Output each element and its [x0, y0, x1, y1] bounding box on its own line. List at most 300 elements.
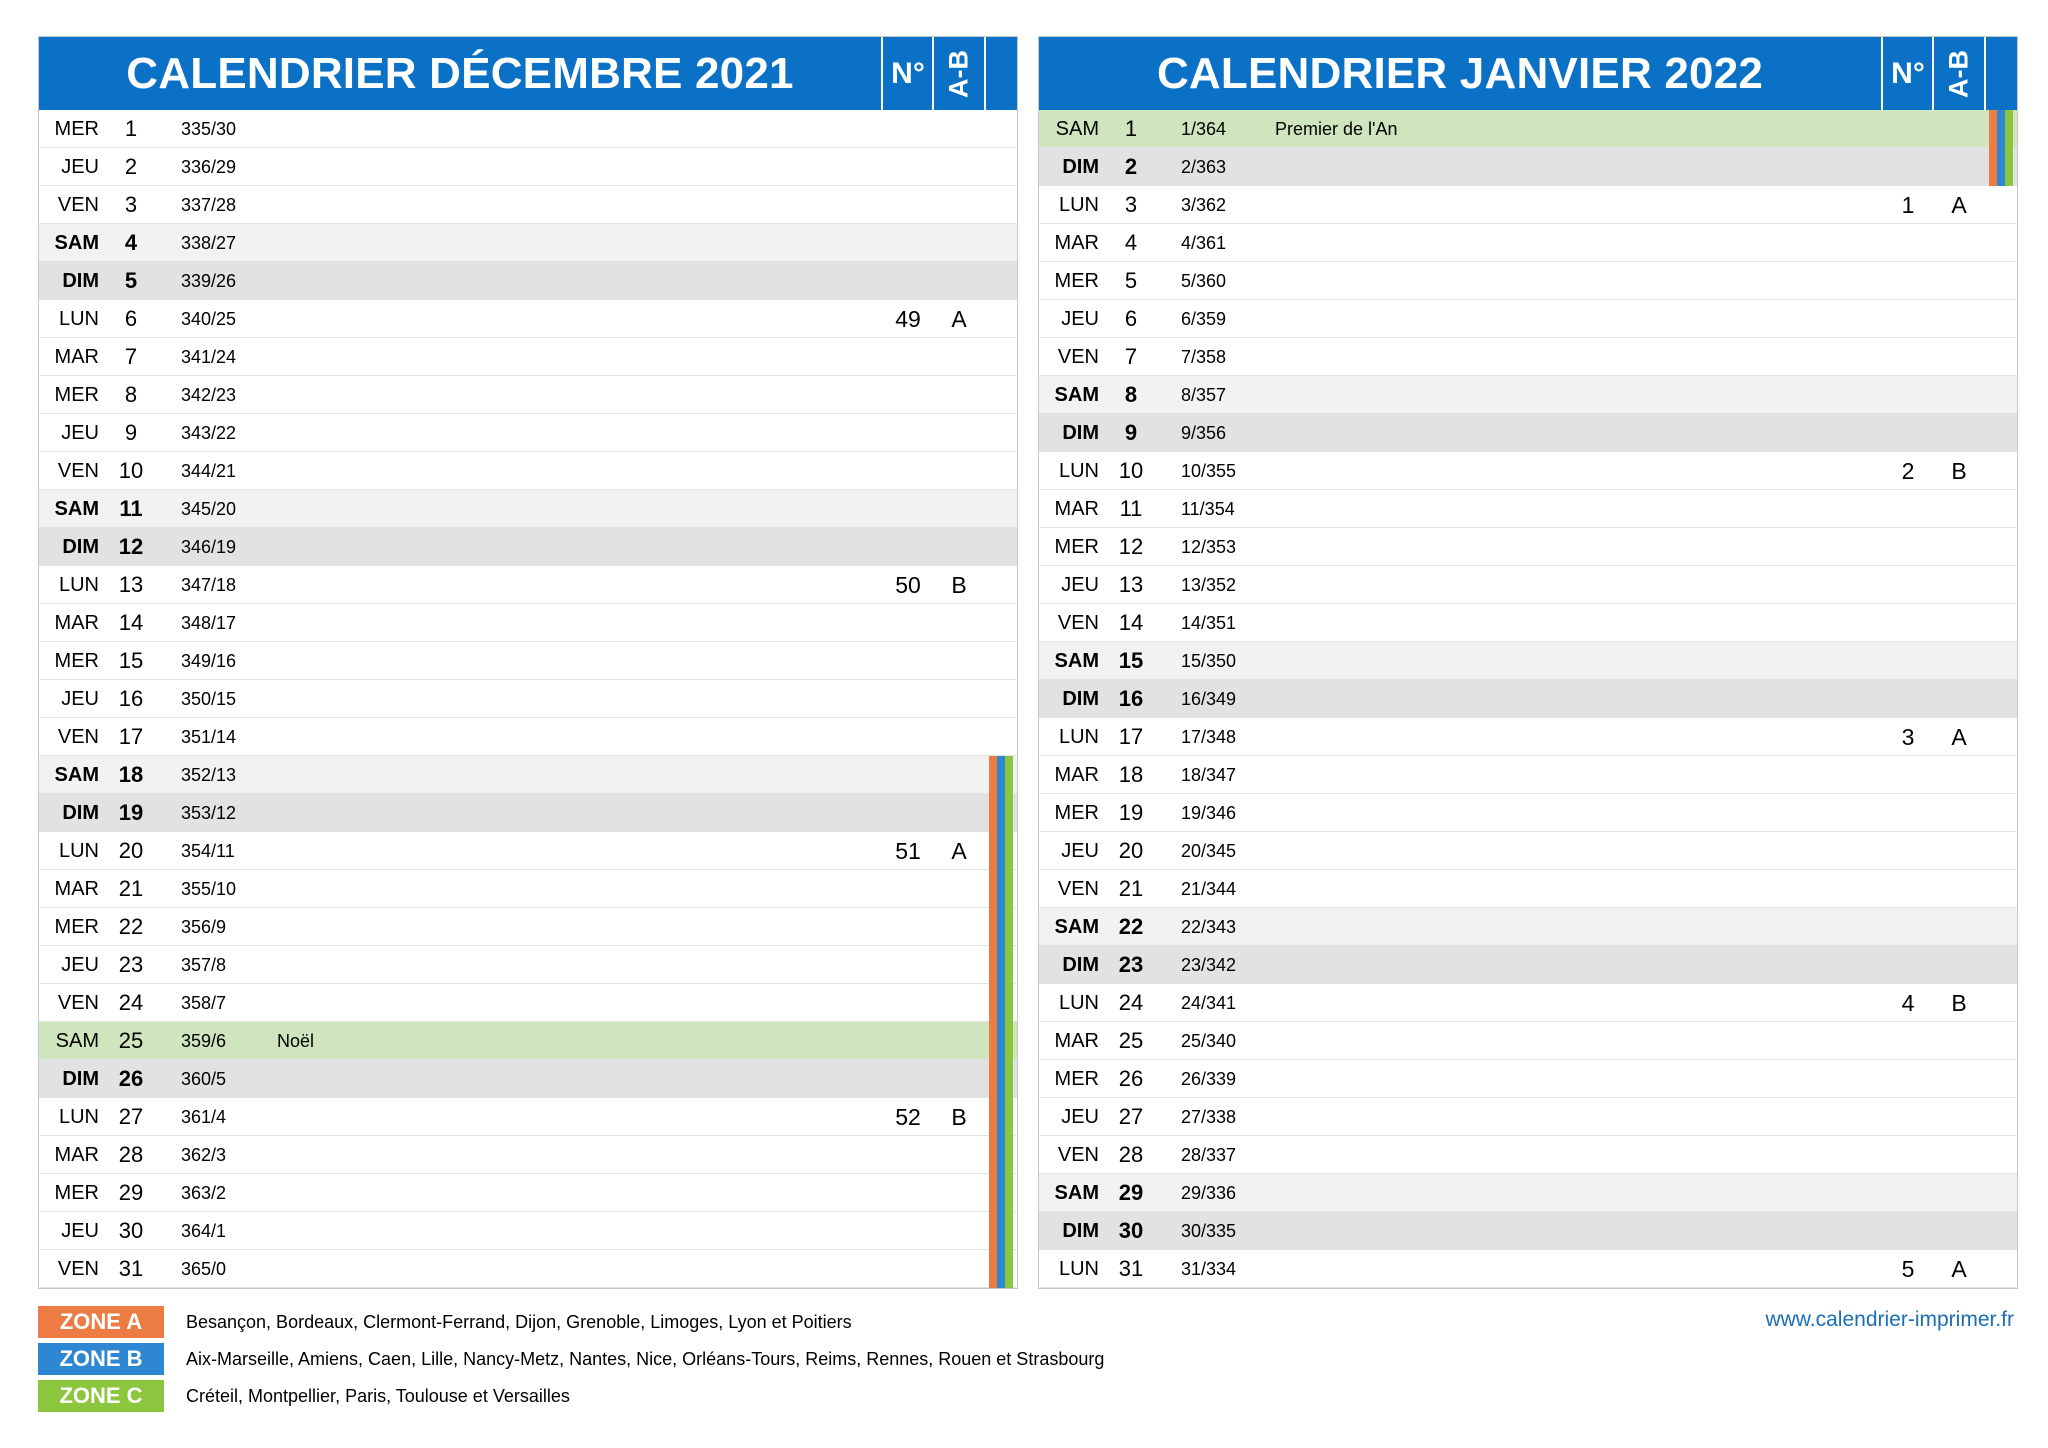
- day-row: [39, 870, 1017, 908]
- day-row: [39, 1022, 1017, 1060]
- day-row: [39, 376, 1017, 414]
- day-number: 24: [118, 990, 144, 1015]
- day-name: LUN: [58, 574, 99, 596]
- day-name: MER: [54, 118, 99, 140]
- day-number: 2: [1124, 154, 1138, 179]
- zone-c-marker: [2005, 148, 2013, 186]
- day-name: MER: [54, 650, 99, 672]
- zone-a-marker: [989, 984, 997, 1022]
- day-name: JEU: [1061, 574, 1099, 596]
- day-row: [1039, 718, 2017, 756]
- day-of-year: 342/23: [181, 385, 237, 405]
- zone-a-marker: [989, 1250, 997, 1288]
- day-number: 20: [1118, 838, 1144, 863]
- zone-a-marker: [989, 756, 997, 794]
- day-number: 15: [118, 648, 144, 673]
- day-row: [1039, 300, 2017, 338]
- day-number: 31: [1118, 1256, 1144, 1281]
- day-name: LUN: [1058, 1258, 1099, 1280]
- day-name: VEN: [57, 1258, 99, 1280]
- day-row: [39, 1174, 1017, 1212]
- day-name: LUN: [58, 308, 99, 330]
- week-number: 5: [1901, 1256, 1915, 1282]
- day-name: MAR: [1054, 764, 1099, 786]
- day-of-year: 23/342: [1181, 955, 1237, 975]
- day-of-year: 338/27: [181, 233, 237, 253]
- zone-c-marker: [1005, 1212, 1013, 1250]
- day-name: DIM: [62, 802, 99, 824]
- day-name: JEU: [1061, 308, 1099, 330]
- zone-a-marker: [989, 1060, 997, 1098]
- calendar-december-2021: [38, 36, 1018, 1289]
- day-of-year: 362/3: [181, 1145, 227, 1165]
- week-number: 1: [1901, 192, 1915, 218]
- day-row: [1039, 1136, 2017, 1174]
- day-number: 13: [1118, 572, 1144, 597]
- day-of-year: 358/7: [181, 993, 227, 1013]
- day-name: MER: [1054, 536, 1099, 558]
- day-of-year: 348/17: [181, 613, 237, 633]
- day-of-year: 337/28: [181, 195, 237, 215]
- ab-week-header-label: A-B: [1943, 49, 1974, 98]
- day-number: 25: [1118, 1028, 1144, 1053]
- day-row: [1039, 794, 2017, 832]
- week-number: 4: [1901, 990, 1915, 1016]
- school-holiday-zones: [989, 1060, 1017, 1098]
- zone-b-marker: [997, 1022, 1005, 1060]
- zone-b-marker: [997, 794, 1005, 832]
- day-of-year: 364/1: [181, 1221, 227, 1241]
- day-number: 14: [118, 610, 144, 635]
- day-name: DIM: [62, 536, 99, 558]
- day-name: MAR: [54, 612, 99, 634]
- day-name: JEU: [61, 156, 99, 178]
- day-of-year: 360/5: [181, 1069, 227, 1089]
- day-number: 3: [1124, 192, 1138, 217]
- school-holiday-zones: [989, 832, 1017, 870]
- day-of-year: 5/360: [1181, 271, 1227, 291]
- week-ab: B: [951, 572, 967, 598]
- day-number: 11: [119, 496, 143, 521]
- zone-c-marker: [1005, 984, 1013, 1022]
- day-of-year: 4/361: [1181, 233, 1227, 253]
- day-number: 6: [1124, 306, 1138, 331]
- day-name: VEN: [1057, 878, 1099, 900]
- day-name: JEU: [1061, 1106, 1099, 1128]
- school-holiday-zones: [989, 1022, 1017, 1060]
- day-of-year: 19/346: [1181, 803, 1237, 823]
- day-number: 18: [118, 762, 144, 787]
- zone-a-cities: Besançon, Bordeaux, Clermont-Ferrand, Dijon, Grenoble, Limoges, Lyon et Poitiers: [186, 1312, 852, 1332]
- day-name: SAM: [1054, 916, 1099, 938]
- zone-b-badge: ZONE B: [38, 1343, 164, 1375]
- day-name: JEU: [61, 954, 99, 976]
- day-name: LUN: [1058, 992, 1099, 1014]
- day-of-year: 363/2: [181, 1183, 227, 1203]
- day-number: 10: [118, 458, 144, 483]
- day-of-year: 3/362: [1181, 195, 1227, 215]
- zone-b-marker: [997, 1098, 1005, 1136]
- zone-c-marker: [1005, 832, 1013, 870]
- day-number: 10: [1118, 458, 1144, 483]
- day-number: 12: [118, 534, 144, 559]
- week-ab: A: [1951, 1256, 1967, 1282]
- day-number: 9: [1124, 420, 1138, 445]
- day-row: [1039, 376, 2017, 414]
- week-number-header: N°: [1891, 57, 1925, 90]
- day-number: 28: [118, 1142, 144, 1167]
- day-number: 3: [124, 192, 138, 217]
- day-number: 15: [1118, 648, 1144, 673]
- day-row: [1039, 338, 2017, 376]
- day-number: 27: [118, 1104, 144, 1129]
- day-of-year: 343/22: [181, 423, 237, 443]
- day-row: [39, 1250, 1017, 1288]
- day-name: VEN: [57, 726, 99, 748]
- zone-b-marker: [997, 756, 1005, 794]
- day-name: VEN: [1057, 612, 1099, 634]
- day-name: JEU: [61, 1220, 99, 1242]
- day-row: [39, 1212, 1017, 1250]
- day-number: 11: [1119, 496, 1143, 521]
- day-of-year: 29/336: [1181, 1183, 1237, 1203]
- day-name: MER: [1054, 270, 1099, 292]
- day-row: [1039, 908, 2017, 946]
- day-name: DIM: [62, 1068, 99, 1090]
- day-name: VEN: [57, 194, 99, 216]
- day-name: DIM: [1062, 422, 1099, 444]
- week-number-header: N°: [891, 57, 925, 90]
- day-row: [1039, 148, 2017, 186]
- week-number: 2: [1901, 458, 1915, 484]
- day-of-year: 347/18: [181, 575, 237, 595]
- zone-c-marker: [1005, 908, 1013, 946]
- day-of-year: 16/349: [1181, 689, 1237, 709]
- school-holiday-zones: [989, 1098, 1017, 1136]
- day-row: [1039, 1250, 2017, 1288]
- day-number: 22: [118, 914, 144, 939]
- holiday-name: Premier de l'An: [1275, 119, 1398, 139]
- ab-week-header: [934, 37, 984, 110]
- day-row: [39, 946, 1017, 984]
- day-row: [39, 148, 1017, 186]
- day-of-year: 7/358: [1181, 347, 1227, 367]
- school-holiday-zones: [989, 870, 1017, 908]
- day-row: [39, 262, 1017, 300]
- header-separator: [1881, 37, 1883, 110]
- calendar-title: CALENDRIER DÉCEMBRE 2021: [126, 49, 794, 98]
- day-name: DIM: [1062, 156, 1099, 178]
- day-of-year: 11/354: [1181, 499, 1235, 519]
- day-of-year: 353/12: [181, 803, 237, 823]
- zone-b-marker: [997, 946, 1005, 984]
- week-ab: B: [951, 1104, 967, 1130]
- day-row: [1039, 642, 2017, 680]
- day-name: VEN: [57, 460, 99, 482]
- day-row: [39, 338, 1017, 376]
- day-number: 20: [118, 838, 144, 863]
- day-number: 22: [1118, 914, 1144, 939]
- school-holiday-zones: [989, 756, 1017, 794]
- day-name: MAR: [1054, 1030, 1099, 1052]
- week-ab: A: [1951, 192, 1967, 218]
- day-number: 4: [1124, 230, 1138, 255]
- zone-c-marker: [1005, 794, 1013, 832]
- day-number: 27: [1118, 1104, 1144, 1129]
- day-name: MAR: [54, 878, 99, 900]
- day-name: MER: [54, 1182, 99, 1204]
- calendar-january-2022: [1038, 36, 2018, 1289]
- day-of-year: 15/350: [1181, 651, 1237, 671]
- day-row: [39, 642, 1017, 680]
- day-row: [1039, 984, 2017, 1022]
- day-of-year: 27/338: [1181, 1107, 1237, 1127]
- school-holiday-zones: [989, 1212, 1017, 1250]
- week-number: 50: [895, 572, 921, 598]
- day-of-year: 6/359: [1181, 309, 1227, 329]
- day-name: MAR: [1054, 498, 1099, 520]
- header-separator: [881, 37, 883, 110]
- day-of-year: 354/11: [181, 841, 235, 861]
- day-name: JEU: [1061, 840, 1099, 862]
- zone-c-marker: [1005, 946, 1013, 984]
- week-ab: A: [951, 838, 967, 864]
- day-name: JEU: [61, 688, 99, 710]
- day-of-year: 359/6: [181, 1031, 227, 1051]
- day-of-year: 339/26: [181, 271, 237, 291]
- day-number: 23: [118, 952, 144, 977]
- day-of-year: 22/343: [1181, 917, 1237, 937]
- day-row: [39, 908, 1017, 946]
- day-row: [39, 452, 1017, 490]
- day-name: SAM: [1054, 1182, 1099, 1204]
- day-name: LUN: [58, 1106, 99, 1128]
- day-row: [1039, 1060, 2017, 1098]
- week-ab: B: [1951, 458, 1967, 484]
- day-number: 30: [1118, 1218, 1144, 1243]
- day-name: DIM: [62, 270, 99, 292]
- day-row: [39, 186, 1017, 224]
- day-of-year: 340/25: [181, 309, 237, 329]
- day-row: [39, 566, 1017, 604]
- day-name: VEN: [1057, 346, 1099, 368]
- day-of-year: 25/340: [1181, 1031, 1237, 1051]
- zone-b-marker: [997, 1136, 1005, 1174]
- week-ab: A: [951, 306, 967, 332]
- day-row: [1039, 262, 2017, 300]
- day-of-year: 18/347: [1181, 765, 1237, 785]
- website-link[interactable]: www.calendrier-imprimer.fr: [1765, 1308, 2014, 1331]
- day-row: [1039, 224, 2017, 262]
- day-number: 28: [1118, 1142, 1144, 1167]
- day-number: 21: [1118, 876, 1144, 901]
- day-number: 17: [118, 724, 144, 749]
- day-of-year: 8/357: [1181, 385, 1227, 405]
- day-row: [39, 1060, 1017, 1098]
- zone-a-marker: [989, 1174, 997, 1212]
- day-row: [39, 414, 1017, 452]
- zone-b-marker: [997, 1060, 1005, 1098]
- ab-week-header-label: A-B: [943, 49, 974, 98]
- day-number: 16: [118, 686, 144, 711]
- zone-b-marker: [997, 870, 1005, 908]
- day-number: 18: [1118, 762, 1144, 787]
- day-name: SAM: [1055, 118, 1099, 140]
- day-of-year: 31/334: [1181, 1259, 1237, 1279]
- day-row: [39, 490, 1017, 528]
- day-number: 14: [1118, 610, 1144, 635]
- week-number: 52: [895, 1104, 921, 1130]
- zone-c-marker: [1005, 1250, 1013, 1288]
- zone-a-marker: [989, 908, 997, 946]
- day-number: 16: [1118, 686, 1144, 711]
- week-ab: A: [1951, 724, 1967, 750]
- day-number: 31: [118, 1256, 144, 1281]
- day-rows: [39, 110, 1017, 1288]
- day-name: DIM: [1062, 1220, 1099, 1242]
- school-holiday-zones: [989, 1250, 1017, 1288]
- day-name: VEN: [1057, 1144, 1099, 1166]
- day-number: 7: [1124, 344, 1138, 369]
- zone-a-marker: [989, 1022, 997, 1060]
- zone-a-marker: [1989, 148, 1997, 186]
- zone-b-marker: [1997, 148, 2005, 186]
- day-of-year: 344/21: [181, 461, 237, 481]
- school-holiday-zones: [989, 794, 1017, 832]
- zone-c-marker: [1005, 870, 1013, 908]
- day-number: 30: [118, 1218, 144, 1243]
- day-number: 25: [118, 1028, 144, 1053]
- zone-c-marker: [1005, 1022, 1013, 1060]
- calendar-header: [39, 37, 1017, 110]
- day-row: [1039, 1174, 2017, 1212]
- day-of-year: 346/19: [181, 537, 237, 557]
- day-of-year: 341/24: [181, 347, 237, 367]
- day-number: 13: [118, 572, 144, 597]
- day-of-year: 30/335: [1181, 1221, 1237, 1241]
- day-of-year: 26/339: [1181, 1069, 1237, 1089]
- school-holiday-zones: [1989, 110, 2017, 148]
- day-row: [39, 224, 1017, 262]
- day-row: [1039, 1212, 2017, 1250]
- legend-row-zone-c: [38, 1380, 1238, 1412]
- day-name: DIM: [1062, 954, 1099, 976]
- day-number: 8: [124, 382, 138, 407]
- day-number: 7: [124, 344, 138, 369]
- day-number: 19: [118, 800, 144, 825]
- day-row: [1039, 490, 2017, 528]
- zone-c-cities: Créteil, Montpellier, Paris, Toulouse et Versailles: [186, 1386, 570, 1406]
- day-row: [1039, 110, 2017, 148]
- calendar-title: CALENDRIER JANVIER 2022: [1156, 49, 1764, 98]
- day-row: [39, 984, 1017, 1022]
- day-name: MAR: [54, 346, 99, 368]
- day-number: 9: [124, 420, 138, 445]
- zone-c-marker: [1005, 1098, 1013, 1136]
- zone-a-badge: ZONE A: [38, 1306, 164, 1338]
- day-of-year: 335/30: [181, 119, 237, 139]
- day-of-year: 345/20: [181, 499, 237, 519]
- day-number: 1: [1124, 116, 1138, 141]
- day-of-year: 28/337: [1181, 1145, 1237, 1165]
- day-row: [1039, 528, 2017, 566]
- day-of-year: 21/344: [1181, 879, 1237, 899]
- day-row: [1039, 604, 2017, 642]
- zone-b-marker: [997, 984, 1005, 1022]
- zone-c-marker: [1005, 1174, 1013, 1212]
- zone-a-marker: [989, 832, 997, 870]
- day-of-year: 10/355: [1181, 461, 1237, 481]
- day-row: [39, 110, 1017, 148]
- week-ab: B: [1951, 990, 1967, 1016]
- zone-b-marker: [997, 1250, 1005, 1288]
- day-row: [1039, 756, 2017, 794]
- day-row: [1039, 566, 2017, 604]
- zone-a-marker: [989, 1212, 997, 1250]
- day-of-year: 13/352: [1181, 575, 1237, 595]
- day-of-year: 351/14: [181, 727, 237, 747]
- day-name: MER: [54, 916, 99, 938]
- day-rows: [1039, 110, 2017, 1288]
- day-row: [1039, 452, 2017, 490]
- zone-c-marker: [2005, 110, 2013, 148]
- day-of-year: 12/353: [1181, 537, 1237, 557]
- week-number: 51: [895, 838, 921, 864]
- calendar-header: [1039, 37, 2017, 110]
- day-row: [39, 1136, 1017, 1174]
- school-holiday-zones: [989, 908, 1017, 946]
- day-row: [1039, 1022, 2017, 1060]
- day-name: MER: [1054, 802, 1099, 824]
- school-holiday-zones: [989, 1136, 1017, 1174]
- day-row: [1039, 870, 2017, 908]
- day-number: 26: [1118, 1066, 1144, 1091]
- day-number: 5: [124, 268, 138, 293]
- zone-b-marker: [997, 832, 1005, 870]
- day-of-year: 336/29: [181, 157, 237, 177]
- day-of-year: 361/4: [181, 1107, 227, 1127]
- zone-a-marker: [989, 1136, 997, 1174]
- day-name: MER: [54, 384, 99, 406]
- day-row: [1039, 832, 2017, 870]
- day-of-year: 356/9: [181, 917, 227, 937]
- day-name: SAM: [55, 1030, 99, 1052]
- school-holiday-zones: [989, 984, 1017, 1022]
- week-number: 3: [1901, 724, 1915, 750]
- school-holiday-zones: [1989, 148, 2017, 186]
- day-of-year: 17/348: [1181, 727, 1237, 747]
- day-number: 23: [1118, 952, 1144, 977]
- school-holiday-zones: [989, 946, 1017, 984]
- zone-b-marker: [997, 1174, 1005, 1212]
- day-name: LUN: [58, 840, 99, 862]
- day-row: [1039, 1098, 2017, 1136]
- zone-c-badge: ZONE C: [38, 1380, 164, 1412]
- day-number: 6: [124, 306, 138, 331]
- week-number: 49: [895, 306, 921, 332]
- day-of-year: 14/351: [1181, 613, 1237, 633]
- legend-row-zone-a: [38, 1306, 1238, 1338]
- day-of-year: 355/10: [181, 879, 237, 899]
- day-name: JEU: [61, 422, 99, 444]
- day-number: 26: [118, 1066, 144, 1091]
- day-name: DIM: [1062, 688, 1099, 710]
- day-number: 12: [1118, 534, 1144, 559]
- day-name: SAM: [1054, 384, 1099, 406]
- day-number: 5: [1124, 268, 1138, 293]
- day-row: [1039, 946, 2017, 984]
- day-number: 17: [1118, 724, 1144, 749]
